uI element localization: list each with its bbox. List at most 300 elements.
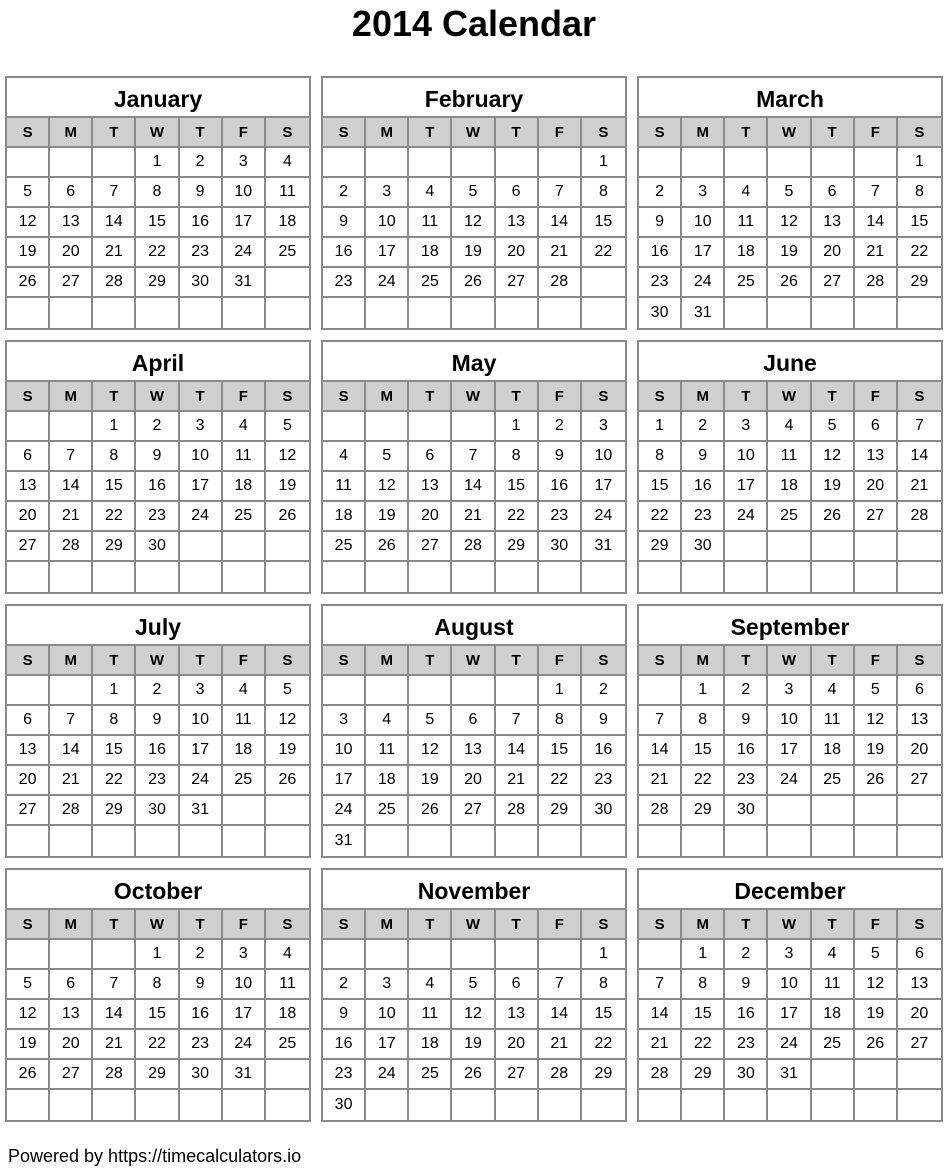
day-cell: 12 bbox=[855, 706, 898, 736]
day-cell: 1 bbox=[93, 676, 136, 706]
month-grid bbox=[639, 382, 941, 592]
day-cell: 2 bbox=[582, 676, 625, 706]
day-cell: 29 bbox=[898, 268, 941, 298]
day-cell bbox=[539, 298, 582, 328]
day-cell bbox=[582, 1090, 625, 1120]
day-cell bbox=[180, 298, 223, 328]
day-cell: 11 bbox=[768, 442, 811, 472]
day-cell: 22 bbox=[639, 502, 682, 532]
day-cell bbox=[768, 1090, 811, 1120]
month-august bbox=[321, 604, 627, 858]
day-cell bbox=[136, 562, 179, 592]
month-grid bbox=[323, 910, 625, 1120]
day-cell: 5 bbox=[768, 178, 811, 208]
month-name: July bbox=[7, 606, 309, 646]
day-cell bbox=[223, 796, 266, 826]
day-cell: 20 bbox=[898, 1000, 941, 1030]
day-cell: 16 bbox=[682, 472, 725, 502]
day-cell bbox=[898, 796, 941, 826]
month-april bbox=[5, 340, 311, 594]
day-cell bbox=[496, 562, 539, 592]
weekday-header: W bbox=[452, 910, 495, 940]
day-cell: 7 bbox=[898, 412, 941, 442]
weekday-header: T bbox=[409, 382, 452, 412]
day-cell: 14 bbox=[93, 1000, 136, 1030]
day-cell: 14 bbox=[93, 208, 136, 238]
day-cell: 25 bbox=[266, 238, 309, 268]
day-cell: 26 bbox=[855, 1030, 898, 1060]
day-cell: 16 bbox=[136, 472, 179, 502]
day-cell: 31 bbox=[223, 268, 266, 298]
weekday-header: S bbox=[7, 118, 50, 148]
day-cell bbox=[898, 1090, 941, 1120]
day-cell: 3 bbox=[180, 676, 223, 706]
day-cell: 16 bbox=[725, 1000, 768, 1030]
day-cell: 15 bbox=[539, 736, 582, 766]
weekday-header: F bbox=[539, 382, 582, 412]
day-cell: 7 bbox=[639, 706, 682, 736]
day-cell: 17 bbox=[180, 472, 223, 502]
day-cell: 8 bbox=[93, 706, 136, 736]
day-cell: 14 bbox=[898, 442, 941, 472]
day-cell: 2 bbox=[725, 940, 768, 970]
day-cell bbox=[682, 148, 725, 178]
day-cell: 15 bbox=[93, 736, 136, 766]
day-cell bbox=[93, 298, 136, 328]
day-cell: 6 bbox=[7, 442, 50, 472]
day-cell bbox=[366, 412, 409, 442]
day-cell bbox=[855, 562, 898, 592]
day-cell: 24 bbox=[682, 268, 725, 298]
weekday-header: T bbox=[812, 382, 855, 412]
weekday-header: S bbox=[323, 382, 366, 412]
weekday-header: T bbox=[409, 646, 452, 676]
month-may bbox=[321, 340, 627, 594]
day-cell: 11 bbox=[223, 706, 266, 736]
day-cell: 18 bbox=[409, 238, 452, 268]
day-cell: 13 bbox=[7, 736, 50, 766]
day-cell: 22 bbox=[93, 502, 136, 532]
day-cell: 2 bbox=[136, 676, 179, 706]
day-cell bbox=[582, 268, 625, 298]
day-cell: 20 bbox=[812, 238, 855, 268]
day-cell bbox=[639, 676, 682, 706]
day-cell bbox=[266, 796, 309, 826]
day-cell: 27 bbox=[855, 502, 898, 532]
day-cell: 28 bbox=[539, 268, 582, 298]
day-cell bbox=[812, 532, 855, 562]
day-cell: 13 bbox=[898, 970, 941, 1000]
day-cell: 16 bbox=[539, 472, 582, 502]
day-cell: 11 bbox=[266, 970, 309, 1000]
weekday-header: S bbox=[582, 646, 625, 676]
day-cell bbox=[725, 298, 768, 328]
day-cell: 29 bbox=[93, 532, 136, 562]
month-january bbox=[5, 76, 311, 330]
month-name: June bbox=[639, 342, 941, 382]
weekday-header: T bbox=[725, 646, 768, 676]
day-cell: 29 bbox=[496, 532, 539, 562]
day-cell bbox=[266, 562, 309, 592]
weekday-header: T bbox=[725, 118, 768, 148]
day-cell bbox=[452, 298, 495, 328]
day-cell bbox=[452, 562, 495, 592]
day-cell: 22 bbox=[136, 238, 179, 268]
day-cell bbox=[409, 676, 452, 706]
day-cell: 23 bbox=[180, 238, 223, 268]
weekday-header: F bbox=[855, 118, 898, 148]
day-cell bbox=[768, 532, 811, 562]
day-cell: 26 bbox=[409, 796, 452, 826]
day-cell: 16 bbox=[639, 238, 682, 268]
day-cell: 2 bbox=[180, 940, 223, 970]
day-cell: 18 bbox=[223, 736, 266, 766]
day-cell: 16 bbox=[180, 1000, 223, 1030]
day-cell: 16 bbox=[725, 736, 768, 766]
day-cell: 10 bbox=[180, 442, 223, 472]
day-cell: 19 bbox=[768, 238, 811, 268]
day-cell: 20 bbox=[7, 502, 50, 532]
day-cell: 16 bbox=[136, 736, 179, 766]
day-cell bbox=[496, 826, 539, 856]
day-cell: 22 bbox=[682, 766, 725, 796]
day-cell: 27 bbox=[898, 1030, 941, 1060]
day-cell bbox=[725, 148, 768, 178]
day-cell: 19 bbox=[7, 238, 50, 268]
day-cell: 15 bbox=[582, 208, 625, 238]
weekday-header: S bbox=[266, 118, 309, 148]
day-cell bbox=[812, 562, 855, 592]
day-cell: 14 bbox=[496, 736, 539, 766]
day-cell: 21 bbox=[898, 472, 941, 502]
day-cell bbox=[50, 562, 93, 592]
day-cell: 21 bbox=[855, 238, 898, 268]
weekday-header: F bbox=[539, 910, 582, 940]
day-cell: 20 bbox=[496, 238, 539, 268]
day-cell bbox=[812, 796, 855, 826]
day-cell: 22 bbox=[582, 1030, 625, 1060]
day-cell bbox=[266, 298, 309, 328]
weekday-header: M bbox=[50, 118, 93, 148]
day-cell bbox=[452, 940, 495, 970]
day-cell: 8 bbox=[539, 706, 582, 736]
day-cell bbox=[898, 562, 941, 592]
weekday-header: S bbox=[582, 118, 625, 148]
day-cell: 28 bbox=[496, 796, 539, 826]
day-cell bbox=[898, 298, 941, 328]
day-cell bbox=[409, 940, 452, 970]
day-cell: 27 bbox=[7, 532, 50, 562]
day-cell: 27 bbox=[898, 766, 941, 796]
day-cell: 17 bbox=[768, 736, 811, 766]
day-cell: 2 bbox=[639, 178, 682, 208]
day-cell: 28 bbox=[855, 268, 898, 298]
day-cell: 22 bbox=[496, 502, 539, 532]
day-cell bbox=[855, 796, 898, 826]
day-cell: 10 bbox=[223, 970, 266, 1000]
day-cell: 13 bbox=[50, 1000, 93, 1030]
day-cell: 16 bbox=[582, 736, 625, 766]
day-cell: 7 bbox=[539, 970, 582, 1000]
day-cell bbox=[266, 532, 309, 562]
day-cell: 10 bbox=[682, 208, 725, 238]
weekday-header: M bbox=[682, 646, 725, 676]
day-cell bbox=[7, 940, 50, 970]
day-cell: 28 bbox=[452, 532, 495, 562]
day-cell: 24 bbox=[180, 766, 223, 796]
day-cell bbox=[682, 562, 725, 592]
day-cell: 13 bbox=[855, 442, 898, 472]
day-cell: 29 bbox=[136, 268, 179, 298]
day-cell bbox=[223, 298, 266, 328]
day-cell: 20 bbox=[452, 766, 495, 796]
day-cell: 23 bbox=[323, 268, 366, 298]
day-cell: 2 bbox=[539, 412, 582, 442]
day-cell: 11 bbox=[366, 736, 409, 766]
weekday-header: W bbox=[768, 118, 811, 148]
month-grid bbox=[639, 910, 941, 1120]
day-cell bbox=[452, 676, 495, 706]
day-cell: 16 bbox=[323, 238, 366, 268]
day-cell: 9 bbox=[725, 706, 768, 736]
day-cell bbox=[452, 1090, 495, 1120]
day-cell: 4 bbox=[409, 970, 452, 1000]
day-cell: 19 bbox=[366, 502, 409, 532]
day-cell bbox=[768, 298, 811, 328]
day-cell bbox=[812, 1060, 855, 1090]
day-cell bbox=[539, 562, 582, 592]
day-cell: 22 bbox=[682, 1030, 725, 1060]
day-cell: 12 bbox=[409, 736, 452, 766]
day-cell: 24 bbox=[768, 1030, 811, 1060]
day-cell bbox=[366, 676, 409, 706]
day-cell bbox=[93, 148, 136, 178]
day-cell: 26 bbox=[366, 532, 409, 562]
day-cell bbox=[409, 412, 452, 442]
weekday-header: M bbox=[366, 646, 409, 676]
weekday-header: W bbox=[136, 118, 179, 148]
day-cell: 6 bbox=[855, 412, 898, 442]
day-cell: 6 bbox=[452, 706, 495, 736]
month-november bbox=[321, 868, 627, 1122]
day-cell bbox=[539, 826, 582, 856]
weekday-header: M bbox=[682, 118, 725, 148]
day-cell: 5 bbox=[7, 178, 50, 208]
weekday-header: S bbox=[266, 382, 309, 412]
day-cell bbox=[496, 676, 539, 706]
day-cell: 24 bbox=[223, 238, 266, 268]
day-cell: 19 bbox=[266, 736, 309, 766]
day-cell bbox=[409, 298, 452, 328]
day-cell: 31 bbox=[682, 298, 725, 328]
day-cell: 26 bbox=[7, 1060, 50, 1090]
day-cell bbox=[366, 1090, 409, 1120]
day-cell: 5 bbox=[452, 970, 495, 1000]
day-cell: 11 bbox=[409, 208, 452, 238]
weekday-header: T bbox=[180, 646, 223, 676]
day-cell bbox=[50, 148, 93, 178]
day-cell: 24 bbox=[582, 502, 625, 532]
day-cell bbox=[768, 826, 811, 856]
day-cell: 24 bbox=[180, 502, 223, 532]
day-cell: 27 bbox=[50, 268, 93, 298]
day-cell: 1 bbox=[93, 412, 136, 442]
day-cell: 2 bbox=[323, 970, 366, 1000]
month-name: March bbox=[639, 78, 941, 118]
day-cell: 9 bbox=[136, 442, 179, 472]
day-cell: 5 bbox=[266, 412, 309, 442]
day-cell: 6 bbox=[50, 178, 93, 208]
month-grid bbox=[7, 646, 309, 856]
day-cell: 22 bbox=[93, 766, 136, 796]
day-cell: 5 bbox=[7, 970, 50, 1000]
day-cell: 27 bbox=[496, 268, 539, 298]
day-cell bbox=[180, 826, 223, 856]
day-cell: 6 bbox=[496, 970, 539, 1000]
weekday-header: T bbox=[93, 646, 136, 676]
day-cell: 18 bbox=[812, 736, 855, 766]
day-cell bbox=[855, 1090, 898, 1120]
day-cell bbox=[725, 826, 768, 856]
day-cell: 19 bbox=[855, 736, 898, 766]
day-cell: 10 bbox=[366, 1000, 409, 1030]
day-cell: 11 bbox=[323, 472, 366, 502]
day-cell: 15 bbox=[898, 208, 941, 238]
weekday-header: T bbox=[496, 646, 539, 676]
weekday-header: S bbox=[323, 646, 366, 676]
day-cell bbox=[93, 562, 136, 592]
day-cell bbox=[452, 412, 495, 442]
day-cell: 25 bbox=[366, 796, 409, 826]
day-cell: 4 bbox=[725, 178, 768, 208]
day-cell bbox=[682, 1090, 725, 1120]
day-cell: 25 bbox=[409, 268, 452, 298]
day-cell: 11 bbox=[812, 706, 855, 736]
day-cell: 18 bbox=[366, 766, 409, 796]
month-february bbox=[321, 76, 627, 330]
day-cell: 29 bbox=[582, 1060, 625, 1090]
day-cell: 19 bbox=[855, 1000, 898, 1030]
day-cell bbox=[725, 1090, 768, 1120]
day-cell: 15 bbox=[136, 1000, 179, 1030]
day-cell: 1 bbox=[682, 940, 725, 970]
day-cell: 23 bbox=[323, 1060, 366, 1090]
weekday-header: T bbox=[496, 910, 539, 940]
month-march bbox=[637, 76, 943, 330]
day-cell: 25 bbox=[323, 532, 366, 562]
day-cell: 3 bbox=[682, 178, 725, 208]
day-cell: 6 bbox=[898, 940, 941, 970]
day-cell: 19 bbox=[452, 238, 495, 268]
day-cell: 26 bbox=[266, 502, 309, 532]
month-grid bbox=[7, 118, 309, 328]
day-cell: 25 bbox=[725, 268, 768, 298]
day-cell: 20 bbox=[7, 766, 50, 796]
day-cell: 24 bbox=[768, 766, 811, 796]
day-cell: 29 bbox=[136, 1060, 179, 1090]
day-cell: 30 bbox=[136, 532, 179, 562]
day-cell: 4 bbox=[409, 178, 452, 208]
day-cell bbox=[539, 1090, 582, 1120]
weekday-header: S bbox=[323, 910, 366, 940]
day-cell: 14 bbox=[50, 736, 93, 766]
day-cell: 31 bbox=[582, 532, 625, 562]
day-cell: 31 bbox=[180, 796, 223, 826]
day-cell: 21 bbox=[639, 1030, 682, 1060]
day-cell: 1 bbox=[539, 676, 582, 706]
day-cell: 29 bbox=[93, 796, 136, 826]
day-cell: 4 bbox=[768, 412, 811, 442]
day-cell: 7 bbox=[539, 178, 582, 208]
day-cell: 31 bbox=[323, 826, 366, 856]
day-cell bbox=[725, 562, 768, 592]
day-cell: 29 bbox=[639, 532, 682, 562]
weekday-header: S bbox=[898, 910, 941, 940]
weekday-header: W bbox=[768, 646, 811, 676]
weekday-header: S bbox=[898, 646, 941, 676]
day-cell: 4 bbox=[323, 442, 366, 472]
day-cell bbox=[7, 1090, 50, 1120]
day-cell bbox=[7, 562, 50, 592]
day-cell: 30 bbox=[539, 532, 582, 562]
day-cell bbox=[366, 940, 409, 970]
day-cell: 23 bbox=[582, 766, 625, 796]
month-grid bbox=[323, 646, 625, 856]
day-cell: 3 bbox=[180, 412, 223, 442]
day-cell: 4 bbox=[812, 676, 855, 706]
day-cell: 8 bbox=[496, 442, 539, 472]
day-cell bbox=[323, 562, 366, 592]
month-grid bbox=[7, 382, 309, 592]
day-cell: 28 bbox=[639, 796, 682, 826]
day-cell: 15 bbox=[639, 472, 682, 502]
day-cell: 12 bbox=[452, 208, 495, 238]
day-cell: 4 bbox=[223, 676, 266, 706]
day-cell: 14 bbox=[50, 472, 93, 502]
weekday-header: W bbox=[136, 646, 179, 676]
day-cell: 2 bbox=[136, 412, 179, 442]
day-cell: 20 bbox=[898, 736, 941, 766]
day-cell: 27 bbox=[812, 268, 855, 298]
day-cell: 4 bbox=[266, 148, 309, 178]
weekday-header: S bbox=[898, 118, 941, 148]
weekday-header: W bbox=[768, 382, 811, 412]
day-cell: 18 bbox=[409, 1030, 452, 1060]
day-cell: 3 bbox=[366, 178, 409, 208]
day-cell: 9 bbox=[582, 706, 625, 736]
day-cell: 27 bbox=[409, 532, 452, 562]
day-cell bbox=[855, 1060, 898, 1090]
day-cell bbox=[452, 826, 495, 856]
month-name: September bbox=[639, 606, 941, 646]
day-cell bbox=[93, 826, 136, 856]
day-cell: 7 bbox=[639, 970, 682, 1000]
day-cell bbox=[366, 298, 409, 328]
day-cell bbox=[409, 562, 452, 592]
day-cell: 13 bbox=[50, 208, 93, 238]
day-cell: 23 bbox=[639, 268, 682, 298]
month-name: August bbox=[323, 606, 625, 646]
day-cell: 31 bbox=[223, 1060, 266, 1090]
weekday-header: T bbox=[180, 910, 223, 940]
weekday-header: S bbox=[639, 118, 682, 148]
day-cell: 17 bbox=[768, 1000, 811, 1030]
day-cell bbox=[136, 298, 179, 328]
day-cell: 6 bbox=[50, 970, 93, 1000]
day-cell: 1 bbox=[682, 676, 725, 706]
month-name: November bbox=[323, 870, 625, 910]
day-cell bbox=[682, 826, 725, 856]
